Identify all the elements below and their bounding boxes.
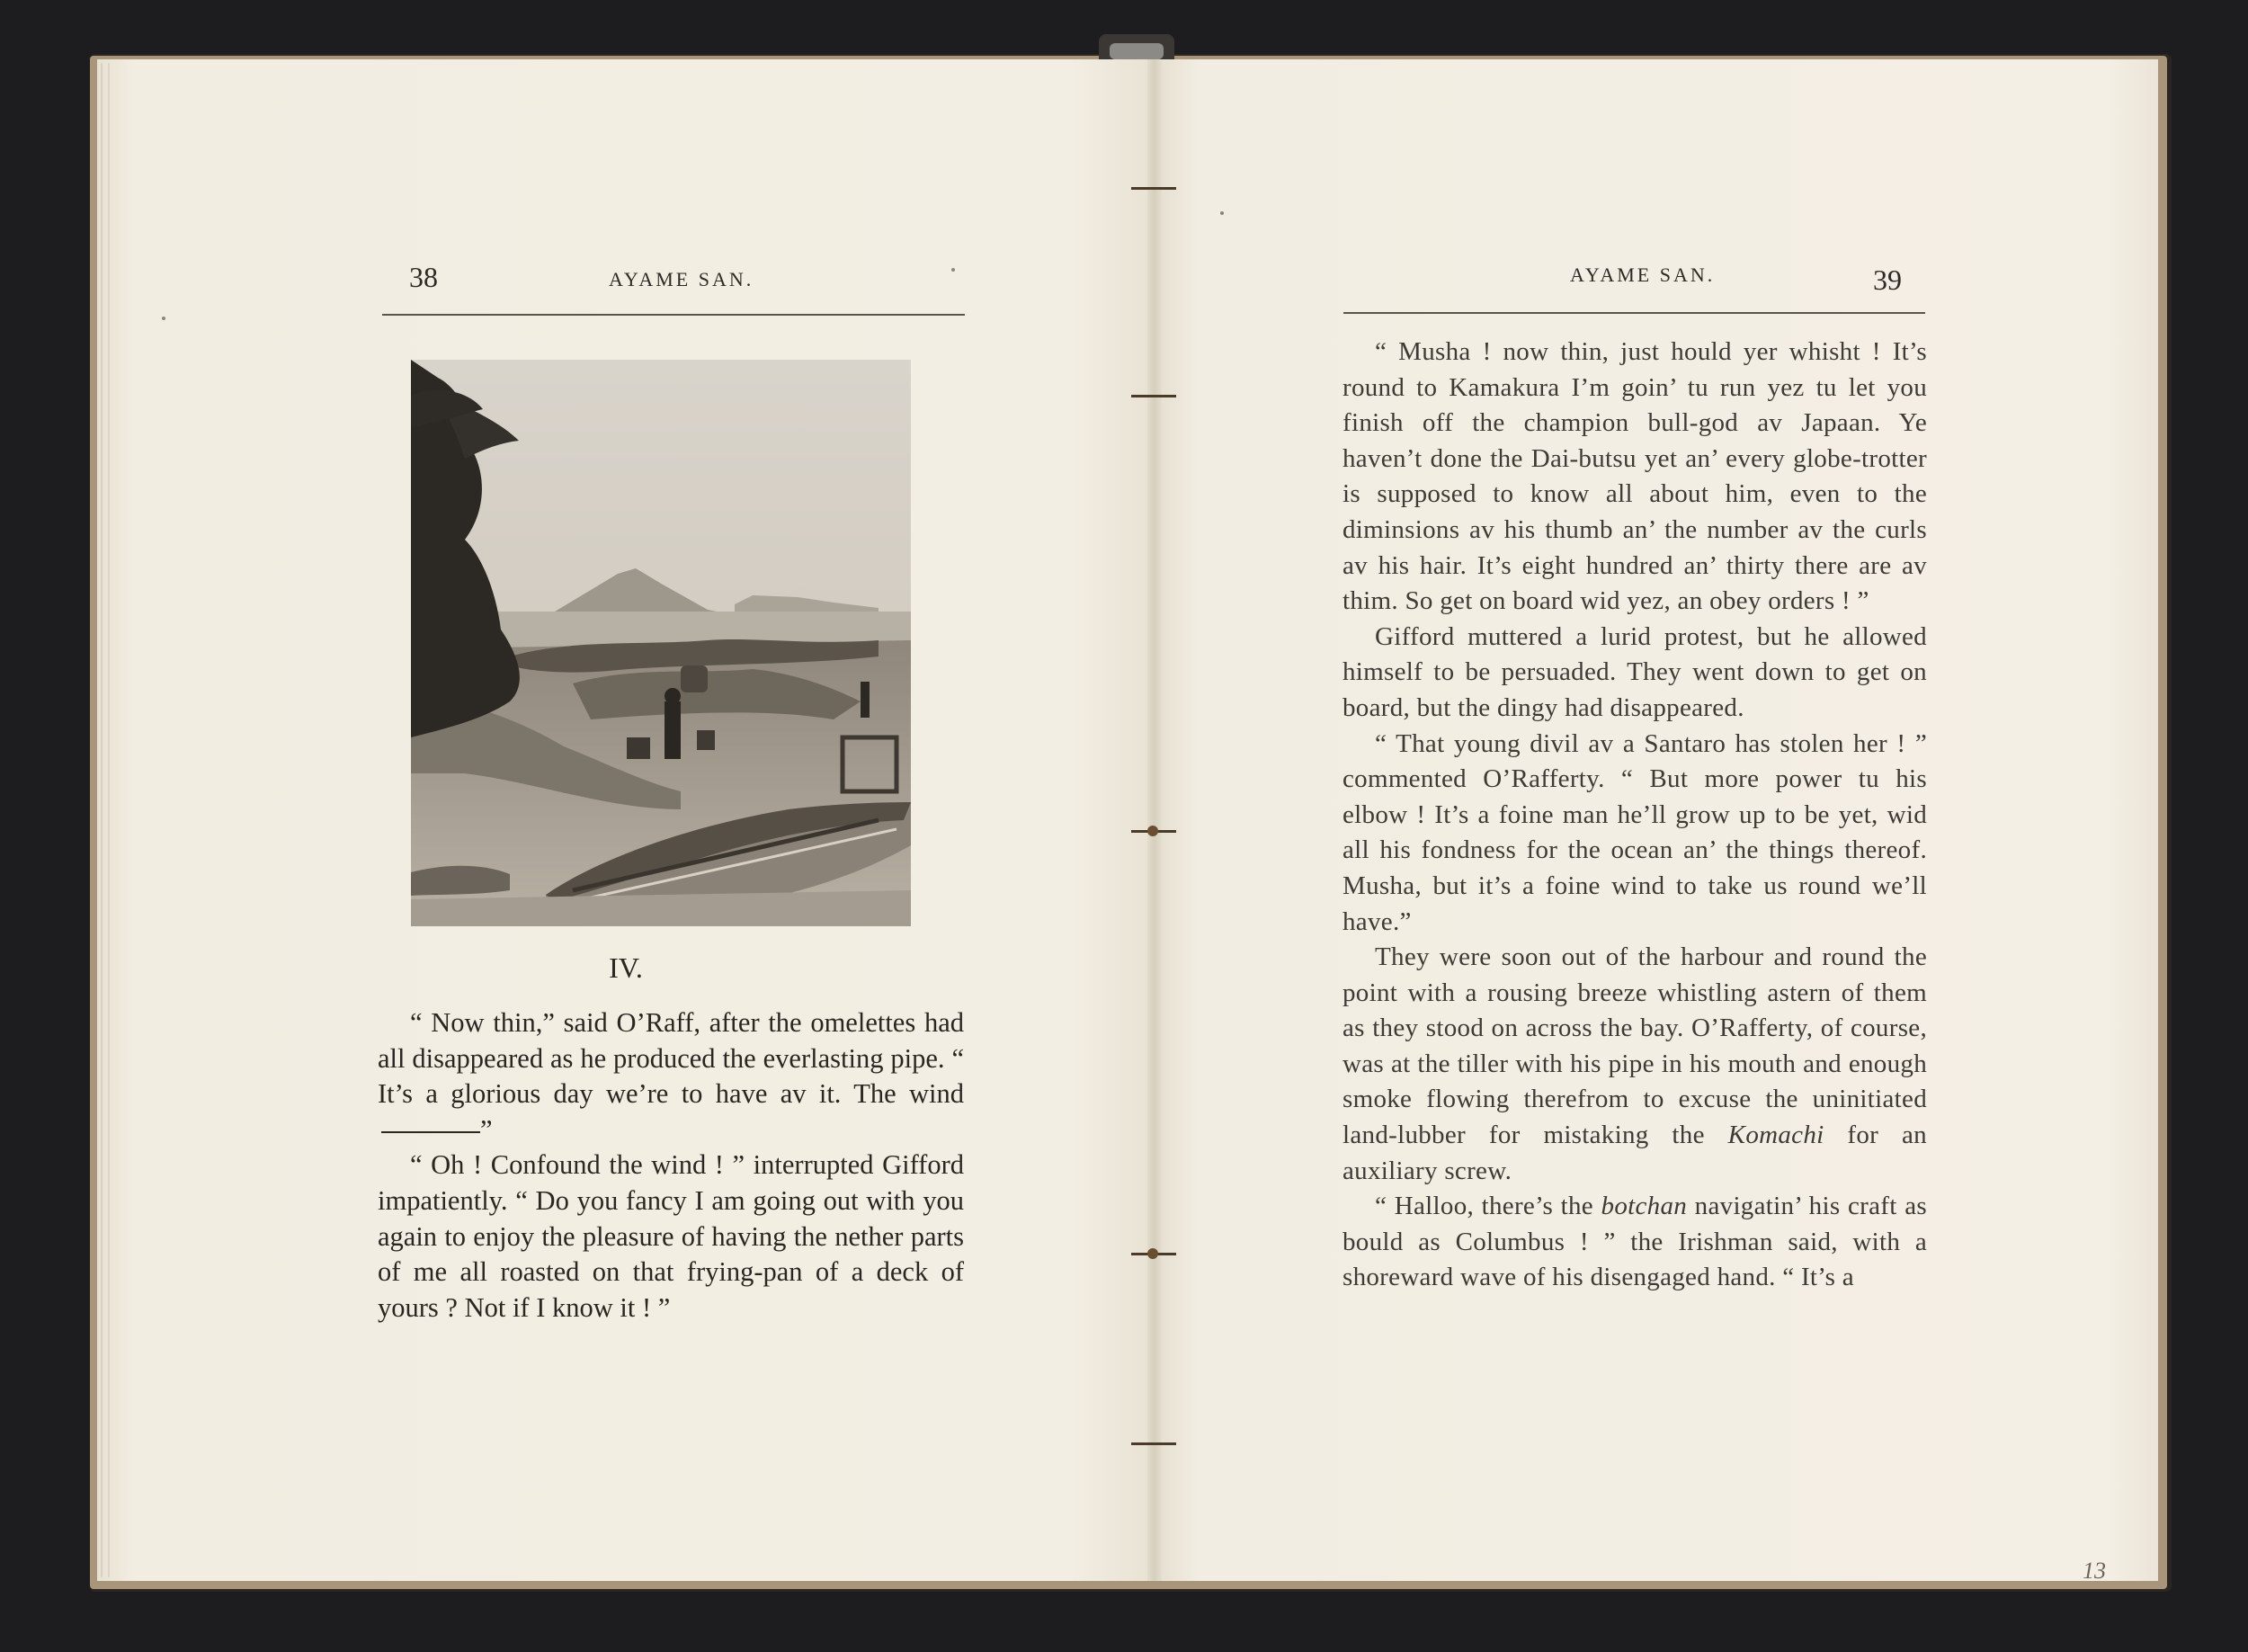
binding-stitch	[1131, 393, 1176, 398]
italic-term: botchan	[1601, 1192, 1688, 1221]
italic-term: Komachi	[1727, 1121, 1824, 1150]
binding-stitch	[1131, 185, 1176, 191]
right-page-body	[1343, 335, 1927, 1296]
paragraph	[1343, 1189, 1927, 1296]
paragraph: Gifford muttered a lurid protest, but he allowed himself to be persuaded. They went down to get on board, but the dingy had disappeared.	[1343, 621, 1927, 722]
running-head-left: AYAME SAN.	[609, 268, 754, 290]
binding-stitch	[1131, 1251, 1176, 1256]
book-gutter	[1147, 59, 1162, 1581]
chapter-number: IV.	[609, 951, 643, 984]
paragraph-text: “ Now thin,” said O’Raff, after the omelettes had all disappeared as he produced the everlasting pipe. “ It’s a glorious day we’re to have av it. The wind	[378, 1007, 964, 1110]
header-rule-left	[382, 314, 965, 316]
paragraph-text: “ Halloo, there’s the	[1375, 1192, 1593, 1221]
paragraph	[1343, 940, 1927, 1189]
paragraph-text: They were soon out of the harbour and round the point with a rousing breeze whistling astern of them as they stood on across the bay. O’Rafferty, of course, was at the tiller with his pipe in his mouth and enough smoke flowing therefrom to excuse the uninitiated land-lubber for mistaking the	[1343, 942, 1927, 1150]
pencil-mark: 13	[2083, 1558, 2106, 1584]
paragraph: “ Oh ! Confound the wind ! ” interrupted Gifford impatiently. “ Do you fancy I am going out with you again to enjoy the pleasure of having the nether parts of me all roasted on that frying-pan of a deck of yours ? Not if I know it ! ”	[378, 1149, 964, 1323]
page-number-right: 39	[1873, 263, 1902, 296]
binding-stitch	[1131, 828, 1176, 834]
em-dash-rule	[381, 1131, 480, 1133]
paragraph	[378, 1005, 964, 1147]
paper-speck	[162, 317, 165, 320]
page-number-left: 38	[409, 261, 438, 293]
paragraph: “ That young divil av a Santaro has stolen her ! ” commented O’Rafferty. “ But more power tu his elbow ! It’s a foine man he’ll grow up to be yet, wid all his fondness for the ocean an’ the things thereof. Musha, but it’s a foine wind to take us round we’ll have.”	[1343, 728, 1927, 936]
header-rule-right	[1343, 312, 1925, 314]
left-page-body	[378, 1005, 964, 1326]
running-head-right: AYAME SAN.	[1570, 263, 1716, 286]
paragraph: “ Musha ! now thin, just hould yer whisht ! It’s round to Kamakura I’m goin’ tu run yez tu let you finish off the champion bull-god av Japaan. Ye haven’t done the Dai-butsu yet an’ every globe-trotter is supposed to know all about him, even to the diminsions av his thumb an’ the number av the curls av his hair. It’s eight hundred an’ thirty there are av thim. So get on board wid yez, an obey orders ! ”	[1343, 337, 1927, 616]
paper-speck	[1220, 211, 1224, 215]
halftone-photograph	[411, 360, 911, 926]
paragraph-text: for an auxiliary screw.	[1343, 1121, 1927, 1185]
paper-speck	[951, 268, 955, 272]
coastal-scene-illustration	[411, 360, 911, 926]
binding-stitch	[1131, 1441, 1176, 1446]
page-stack-edge	[101, 63, 110, 1577]
paragraph-text: navigatin’ his craft as bould as Columbus ! ” the Irishman said, with a shoreward wave of his disengaged hand. “ It’s a	[1343, 1192, 1927, 1292]
closing-quote: ”	[480, 1113, 493, 1145]
